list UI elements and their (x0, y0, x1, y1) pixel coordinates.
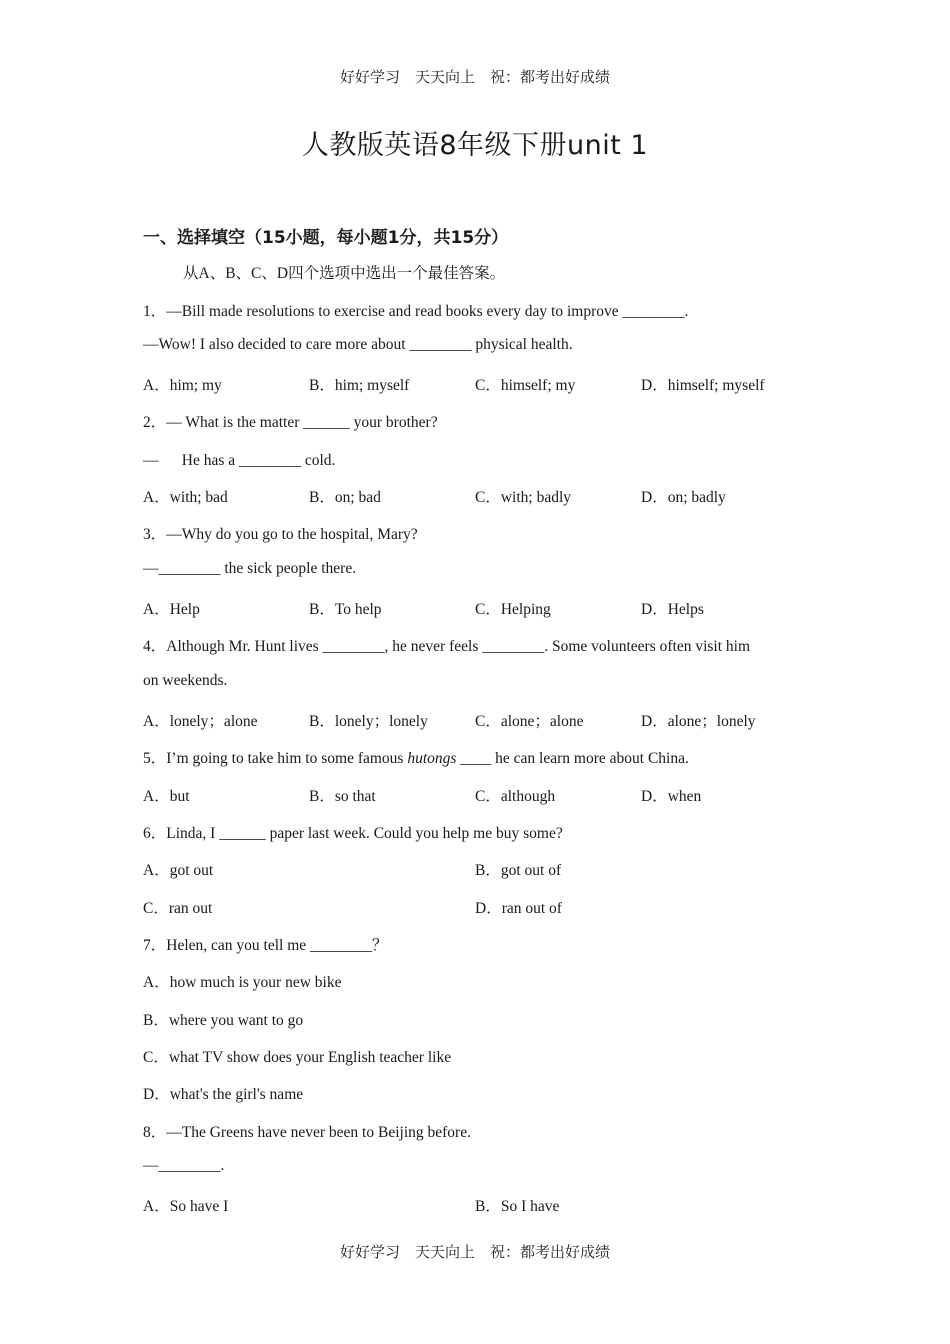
question-1-line-1: 1．—Bill made resolutions to exercise and read books every day to improve ________. (143, 303, 689, 320)
question-5-option-c: C．although (475, 788, 556, 805)
question-6-option-d: D．ran out of (475, 900, 562, 917)
question-7-option-a: A．how much is your new bike (143, 974, 342, 991)
question-3-option-c: C．Helping (475, 601, 551, 618)
question-5-text-b: ____ he can learn more about China. (456, 750, 689, 767)
section-heading: 一、选择填空（15小题，每小题1分，共15分） (143, 228, 509, 248)
question-5-line-1 (143, 746, 689, 768)
question-3-option-a: A．Help (143, 601, 200, 618)
question-1-line-2: —Wow! I also decided to care more about ________ physical health. (143, 336, 573, 353)
page-footer: 好好学习 天天向上 祝：都考出好成绩 (339, 1243, 610, 1261)
question-4-option-c: C．alone；alone (475, 713, 584, 730)
question-8-option-a: A．So have I (143, 1198, 229, 1215)
question-5-option-b: B．so that (309, 788, 376, 805)
question-1-option-a: A．him; my (143, 377, 222, 394)
question-4-line-1: 4．Although Mr. Hunt lives ________, he never feels ________. Some volunteers often visit him (143, 638, 751, 655)
question-5-option-a: A．but (143, 788, 190, 805)
question-1-option-d: D．himself; myself (641, 377, 765, 394)
question-2-option-b: B．on; bad (309, 489, 381, 506)
question-2-option-a: A．with; bad (143, 489, 228, 506)
question-8-line-2: —________. (143, 1157, 225, 1174)
question-4-option-b: B．lonely；lonely (309, 713, 428, 730)
question-1-option-b: B．him; myself (309, 377, 410, 394)
question-4-option-d: D．alone；lonely (641, 713, 756, 730)
question-5-option-d: D．when (641, 788, 702, 805)
question-3-line-2: —________ the sick people there. (143, 560, 357, 577)
question-1-option-c: C．himself; my (475, 377, 576, 394)
question-7-option-c: C．what TV show does your English teacher like (143, 1049, 452, 1066)
question-6-option-a: A．got out (143, 862, 214, 879)
question-3-option-d: D．Helps (641, 601, 704, 618)
question-7-line-1: 7．Helen, can you tell me ________？ (143, 937, 388, 954)
question-4-line-2: on weekends. (143, 672, 228, 689)
page-header: 好好学习 天天向上 祝：都考出好成绩 (339, 68, 610, 86)
section-instruction: 从A、B、C、D四个选项中选出一个最佳答案。 (183, 265, 506, 282)
question-7-option-d: D．what's the girl's name (143, 1086, 304, 1103)
question-5-italic-word: hutongs (407, 750, 457, 767)
question-6-line-1: 6．Linda, I ______ paper last week. Could you help me buy some? (143, 825, 563, 842)
question-5-text-a: 5．I’m going to take him to some famous (143, 750, 408, 767)
question-8-line-1: 8．—The Greens have never been to Beijing before. (143, 1124, 471, 1141)
question-6-option-c: C．ran out (143, 900, 213, 917)
question-3-line-1: 3．—Why do you go to the hospital, Mary? (143, 526, 418, 543)
question-7-option-b: B．where you want to go (143, 1012, 304, 1029)
question-2-line-2: — He has a ________ cold. (143, 452, 336, 469)
question-2-option-d: D．on; badly (641, 489, 726, 506)
question-6-option-b: B．got out of (475, 862, 562, 879)
question-3-option-b: B．To help (309, 601, 382, 618)
question-2-line-1: 2．— What is the matter ______ your brother? (143, 414, 438, 431)
question-2-option-c: C．with; badly (475, 489, 572, 506)
page-title: 人教版英语8年级下册unit 1 (301, 130, 649, 161)
question-8-option-b: B．So I have (475, 1198, 560, 1215)
question-4-option-a: A．lonely；alone (143, 713, 258, 730)
